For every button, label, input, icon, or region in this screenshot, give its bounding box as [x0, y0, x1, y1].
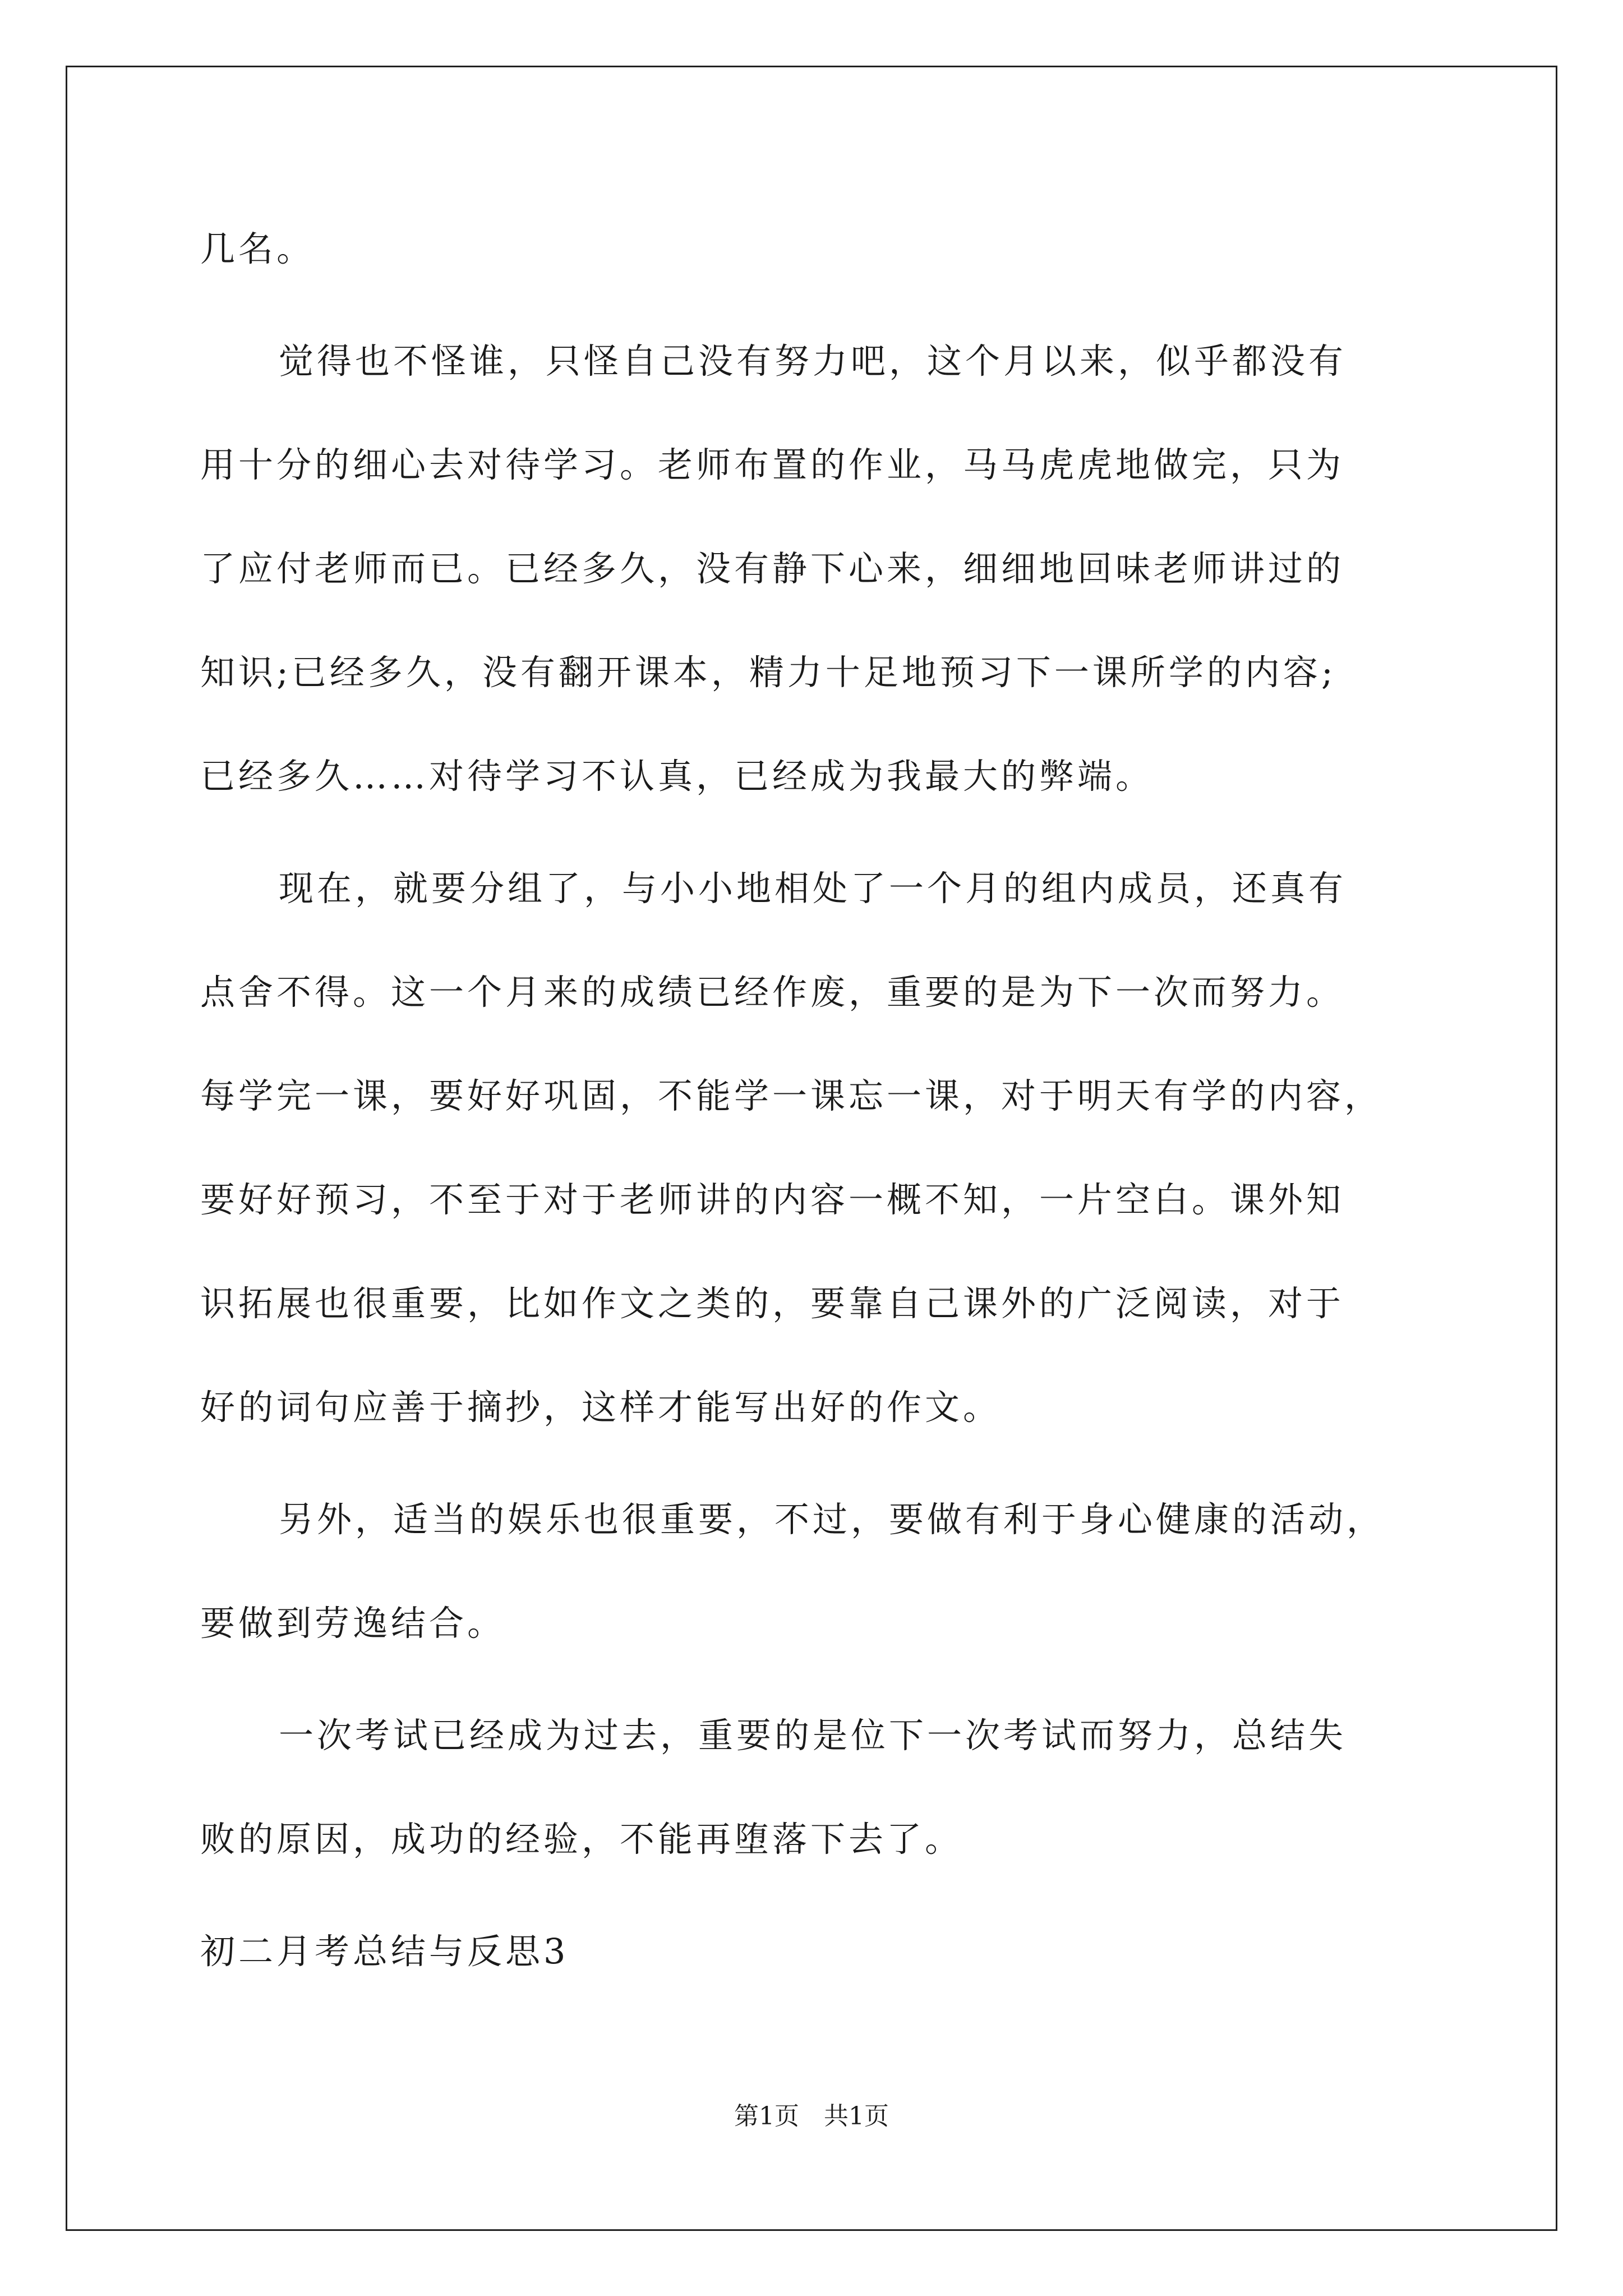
- text-line: 了应付老师而已。已经多久，没有静下心来，细细地回味老师讲过的: [200, 548, 1345, 589]
- paragraph-start-line: 一次考试已经成为过去，重要的是位下一次考试而努力，总结失: [279, 1715, 1347, 1756]
- text-line: 要好好预习，不至于对于老师讲的内容一概不知，一片空白。课外知: [200, 1179, 1345, 1220]
- text-line: 要做到劳逸结合。: [200, 1603, 506, 1644]
- section-heading: 初二月考总结与反思3: [200, 1931, 569, 1972]
- text-line: 败的原因，成功的经验，不能再堕落下去了。: [200, 1819, 963, 1860]
- paragraph-start-line: 现在，就要分组了，与小小地相处了一个月的组内成员，还真有: [279, 868, 1347, 909]
- text-line: 识拓展也很重要，比如作文之类的，要靠自己课外的广泛阅读，对于: [200, 1283, 1345, 1324]
- text-line: 知识;已经多久，没有翻开课本，精力十足地预习下一课所学的内容;: [200, 652, 1336, 693]
- text-line: 几名。: [200, 228, 315, 269]
- text-line: 已经多久……对待学习不认真，已经成为我最大的弊端。: [200, 756, 1154, 797]
- text-line: 用十分的细心去对待学习。老师布置的作业，马马虎虎地做完，只为: [200, 444, 1345, 485]
- paragraph-start-line: 另外，适当的娱乐也很重要，不过，要做有利于身心健康的活动，: [279, 1499, 1385, 1540]
- paragraph-start-line: 觉得也不怪谁，只怪自己没有努力吧，这个月以来，似乎都没有: [279, 341, 1347, 381]
- text-line: 好的词句应善于摘抄，这样才能写出好的作文。: [200, 1387, 1002, 1428]
- text-line: 点舍不得。这一个月来的成绩已经作废，重要的是为下一次而努力。: [200, 972, 1345, 1013]
- text-line: 每学完一课，要好好巩固，不能学一课忘一课，对于明天有学的内容，: [200, 1075, 1383, 1116]
- page-footer: 第1页 共1页: [734, 2102, 889, 2131]
- page-border: [66, 66, 1557, 2231]
